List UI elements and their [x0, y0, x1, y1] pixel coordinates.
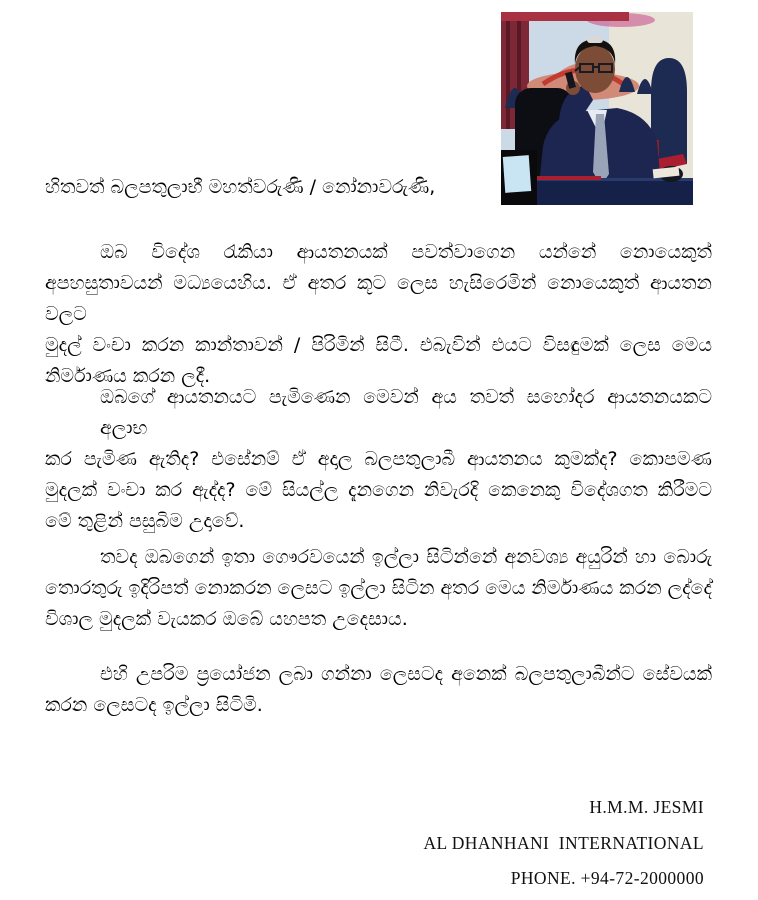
signature-block — [424, 790, 704, 897]
paragraph-3 — [45, 542, 712, 635]
text-line: මේ තුළින් පසුබිම උදාවේ. — [45, 510, 245, 532]
text-line: අපහසුතාවයන් මධ්‍යයෙහිය. ඒ අතර කූට ලෙස හැසිරෙමින් නොයෙකුත් ආයතන වලට — [45, 272, 712, 325]
red-top-band — [501, 12, 629, 21]
text-line: එහි උපරිම ප්‍රයෝජන ලබා ගන්නා ලෙසටද අනෙක් බලපතුලාබීන්ට සේවයක් — [100, 663, 712, 685]
signatory-name: H.M.M. JESMI — [589, 797, 704, 817]
paragraph-1 — [45, 237, 712, 392]
salutation: හිතවත් බලපතුලාභී මහත්වරුණි / නෝනාවරුණි, — [45, 176, 436, 198]
paragraph-2 — [45, 382, 712, 537]
company-name: AL DHANHANI INTERNATIONAL — [423, 832, 704, 853]
text-line: කර පැමිණ ඇතිද? එසේනම් ඒ අදාල බලපතුලාබී ආයතනය කුමක්ද? කොපමණ — [45, 448, 712, 470]
text-line: නිර්මාණය කරන ලදී. — [45, 365, 211, 387]
text-line: තවද ඔබගෙන් ඉතා ගෞරවයෙන් ඉල්ලා සිටින්නේ අනවශ්‍ය අයුරින් හා බොරු — [100, 546, 712, 568]
paragraph-4 — [45, 659, 712, 721]
cap — [587, 36, 603, 43]
text-line: විශාල මුදලක් වැයකර ඔබේ යහපත උදෙසාය. — [45, 608, 408, 630]
text-line: මුදලක් වංචා කර ඇද්ද? මේ සියල්ල දැනගෙන නිවැරදි කෙනෙකු විදේශගත කිරීමට — [45, 479, 712, 501]
text-line: කරන ලෙසටද ඉල්ලා සිටිමි. — [45, 694, 263, 716]
text-line: මුදල් වංචා කරන කාන්තාවන් / පිරිමින් සිටී. එබැවින් එයට විසඳුමක් ලෙස මෙය — [45, 334, 712, 356]
text-line: ඔබගේ ආයතනයට පැමිණෙන මෙවන් අය තවත් සහෝදර ආයතනයකට අලාභ — [100, 386, 712, 439]
phone-number: PHONE. +94-72-2000000 — [510, 868, 704, 888]
text-line: තොරතුරු ඉදිරිපත් නොකරන ලෙසට ඉල්ලා සිටින අතර මෙය නිර්මාණය කරන ලද්දේ — [45, 577, 712, 599]
text-line: ඔබ විදේශ රැකියා ආයතනයක් පවත්වාගෙන යන්නේ නොයෙකුත් — [100, 241, 712, 263]
